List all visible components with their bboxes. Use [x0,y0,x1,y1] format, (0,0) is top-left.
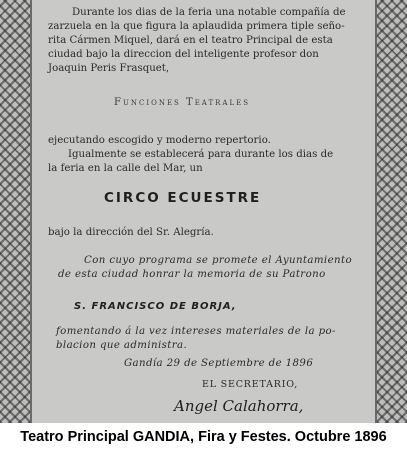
para2-line-3: la feria en la calle del Mar, un [48,163,203,174]
para4-line-1: fomentando á la vez intereses materiales de la po- [56,326,336,337]
para1-line-5: Joaquin Peris Frasquet, [48,63,170,74]
secretario-label: EL SECRETARIO, [202,379,299,390]
right-ornamental-border [375,0,407,423]
para3-line-2: de esta ciudad honrar la memoria de su Patrono [58,269,326,280]
para2-line-1: ejecutando escogido y moderno repertorio. [48,135,271,146]
left-ornamental-border [0,0,32,423]
signature: Angel Calahorra, [174,397,304,415]
para1-line-3: rita Cármen Miquel, dará en el teatro Principal de esta [48,35,333,46]
para1-line-2: zarzuela en la que figura la aplaudida primera tiple seño- [48,21,345,32]
para1-line-1: Durante los dias de la feria una notable compañía de [72,7,346,18]
direccion-line: bajo la dirección del Sr. Alegría. [48,227,214,238]
caption: Teatro Principal GANDIA, Fira y Festes. Octubre 1896 [20,428,387,445]
funciones-heading: Funciones Teatrales [114,97,251,108]
para1-line-4: ciudad bajo la direccion del inteligente profesor don [48,49,319,60]
document-page [32,0,375,423]
patron-heading: S. FRANCISCO DE BORJA, [74,301,237,312]
circo-heading: CIRCO ECUESTRE [104,190,262,206]
para4-line-2: blacion que administra. [56,340,188,351]
para2-line-2: Igualmente se establecerá para durante los dias de [68,149,334,160]
para3-line-1: Con cuyo programa se promete el Ayuntamiento [84,255,353,266]
date-line: Gandía 29 de Septiembre de 1896 [124,358,314,369]
